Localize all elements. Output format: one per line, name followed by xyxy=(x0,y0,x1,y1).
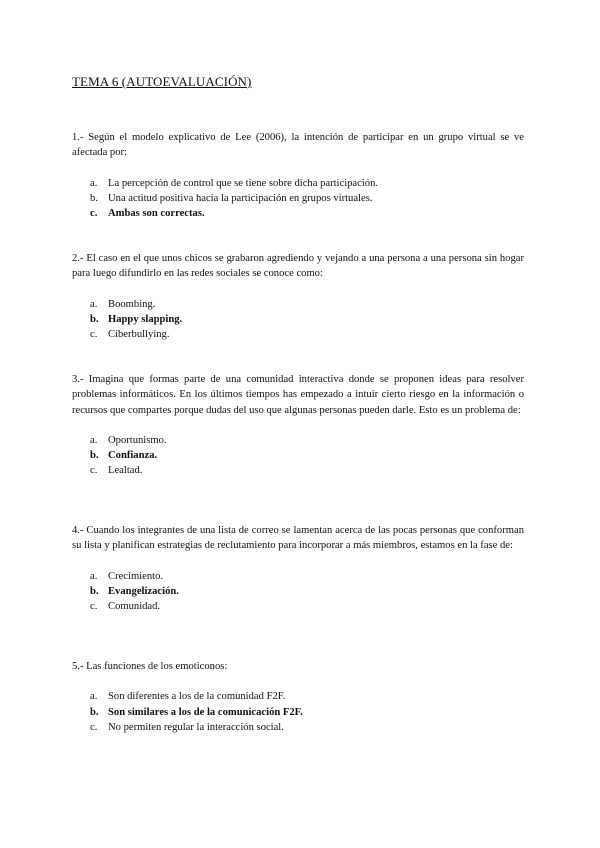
option-b xyxy=(72,191,524,206)
question-5 xyxy=(72,659,524,735)
option-letter: a. xyxy=(90,177,98,189)
option-text: La percepción de control que se tiene sobre dicha participación. xyxy=(108,177,379,189)
option-letter: b. xyxy=(90,585,99,597)
option-b-correct xyxy=(72,584,524,599)
option-text: Ambas son correctas. xyxy=(108,208,205,220)
question-2 xyxy=(72,251,524,342)
option-letter: a. xyxy=(90,691,98,703)
option-c xyxy=(72,327,524,342)
option-text: Son diferentes a los de la comunidad F2F. xyxy=(108,691,286,703)
option-text: Lealtad. xyxy=(108,465,143,477)
question-4 xyxy=(72,523,524,614)
question-3 xyxy=(72,372,524,479)
option-c xyxy=(72,463,524,478)
options-list xyxy=(72,569,524,615)
option-letter: c. xyxy=(90,601,98,613)
option-text: Oportunismo. xyxy=(108,434,167,446)
options-list xyxy=(72,433,524,479)
question-stem: 1.- Según el modelo explicativo de Lee (2006), la intención de participar en un grupo virtual se ve afectada por: xyxy=(72,132,524,159)
option-letter: b. xyxy=(90,313,99,325)
option-letter: b. xyxy=(90,450,99,462)
option-text: Evangelización. xyxy=(108,585,179,597)
option-letter: c. xyxy=(90,208,98,220)
option-text: No permiten regular la interacción social. xyxy=(108,721,284,733)
option-letter: a. xyxy=(90,570,98,582)
option-letter: b. xyxy=(90,192,98,204)
option-letter: c. xyxy=(90,721,98,733)
option-b-correct xyxy=(72,448,524,463)
option-text: Comunidad. xyxy=(108,601,161,613)
option-letter: c. xyxy=(90,329,98,341)
option-a xyxy=(72,176,524,191)
option-a xyxy=(72,297,524,312)
option-text: Una actitud positiva hacia la participación en grupos virtuales. xyxy=(108,192,373,204)
option-b-correct xyxy=(72,705,524,720)
option-letter: c. xyxy=(90,465,98,477)
option-a xyxy=(72,569,524,584)
option-text: Confianza. xyxy=(108,450,158,462)
option-letter: a. xyxy=(90,434,98,446)
question-stem: 2.- El caso en el que unos chicos se grabaron agrediendo y vejando a una persona a una persona sin hogar para luego difundirlo en las redes sociales se conoce como: xyxy=(72,253,524,280)
document-title: TEMA 6 (AUTOEVALUACIÓN) xyxy=(72,74,252,89)
question-stem: 3.- Imagina que formas parte de una comunidad interactiva donde se proponen ideas para resolver problemas informáticos. En los últimos tiempos has empezado a intuir cierto riesgo en la información o recursos que compartes porque dudas del uso que algunas personas pueden darle. Esto es un problema de: xyxy=(72,374,524,416)
option-text: Son similares a los de la comunicación F2F. xyxy=(108,706,303,718)
question-1 xyxy=(72,130,524,221)
option-text: Boombing. xyxy=(108,298,156,310)
option-a xyxy=(72,433,524,448)
question-stem: 5.- Las funciones de los emoticonos: xyxy=(72,661,228,672)
options-list xyxy=(72,176,524,222)
option-text: Ciberbullying. xyxy=(108,329,170,341)
option-letter: a. xyxy=(90,298,98,310)
option-c xyxy=(72,599,524,614)
options-list xyxy=(72,297,524,343)
option-text: Happy slapping. xyxy=(108,313,183,325)
option-text: Crecimiento. xyxy=(108,570,164,582)
option-c-correct xyxy=(72,206,524,221)
option-b-correct xyxy=(72,312,524,327)
option-c xyxy=(72,720,524,735)
option-letter: b. xyxy=(90,706,99,718)
option-a xyxy=(72,689,524,704)
options-list xyxy=(72,689,524,735)
question-stem: 4.- Cuando los integrantes de una lista de correo se lamentan acerca de las pocas personas que conforman su lista y planifican estrategias de reclutamiento para incorporar a más miembros, estamos en la fase de: xyxy=(72,525,524,552)
